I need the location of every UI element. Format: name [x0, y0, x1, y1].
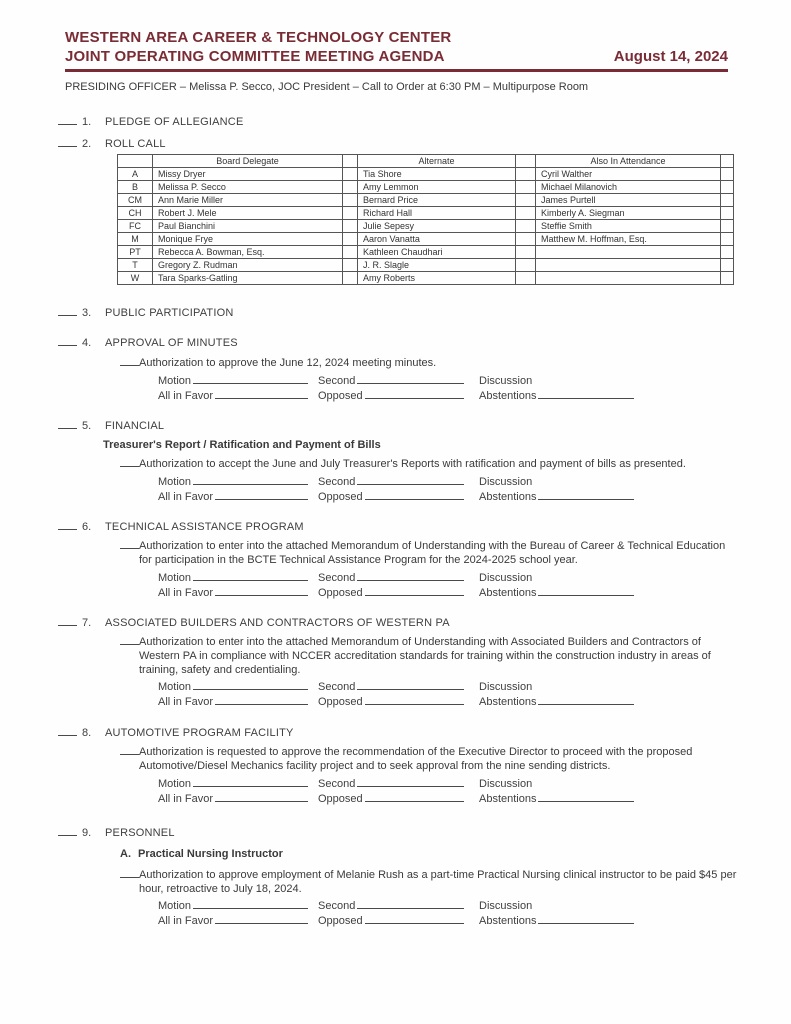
- all-in-favor-label: All in Favor: [158, 390, 214, 402]
- delegate-name: Ann Marie Miller: [153, 194, 343, 207]
- item-heading: [58, 826, 728, 839]
- discussion-label: Discussion: [479, 375, 533, 387]
- all-in-favor-field: [158, 914, 308, 927]
- authorization-text: Authorization to approve employment of Melanie Rush as a part-time Practical Nursing clinical instructor to be paid $45 per hour, retroactive to July 18, 2024.: [139, 869, 737, 895]
- spacer-cell: [516, 168, 536, 181]
- item-title: APPROVAL OF MINUTES: [105, 337, 238, 349]
- checkoff-blank-line: [120, 745, 139, 755]
- all-in-favor-field: [158, 695, 308, 708]
- opposed-field: [318, 914, 464, 927]
- table-row: [118, 181, 734, 194]
- checkoff-blank-line: [58, 520, 77, 530]
- abstentions-field: [479, 490, 634, 503]
- document-title: JOINT OPERATING COMMITTEE MEETING AGENDA: [65, 48, 445, 65]
- district-code: A: [118, 168, 153, 181]
- all-in-favor-blank-line: [215, 914, 308, 924]
- table-row: [118, 233, 734, 246]
- alternate-name: Aaron Vanatta: [358, 233, 516, 246]
- authorization-paragraph: [139, 457, 739, 471]
- motion-field: [158, 475, 308, 488]
- checkoff-blank-line: [58, 137, 77, 147]
- delegate-name: Robert J. Mele: [153, 207, 343, 220]
- checkoff-blank-line: [58, 306, 77, 316]
- edge-cell: [721, 259, 734, 272]
- second-label: Second: [318, 900, 356, 912]
- district-code: CH: [118, 207, 153, 220]
- spacer-cell: [516, 181, 536, 194]
- all-in-favor-label: All in Favor: [158, 915, 214, 927]
- edge-cell: [721, 233, 734, 246]
- opposed-field: [318, 490, 464, 503]
- abstentions-blank-line: [538, 695, 634, 705]
- header-cell-delegate: Board Delegate: [153, 155, 343, 168]
- all-in-favor-label: All in Favor: [158, 491, 214, 503]
- discussion-label: Discussion: [479, 778, 533, 790]
- all-in-favor-field: [158, 490, 308, 503]
- table-row: [118, 272, 734, 285]
- delegate-name: Tara Sparks-Gatling: [153, 272, 343, 285]
- discussion-label: Discussion: [479, 572, 533, 584]
- abstentions-label: Abstentions: [479, 915, 537, 927]
- all-in-favor-blank-line: [215, 792, 308, 802]
- opposed-label: Opposed: [318, 491, 363, 503]
- spacer-cell: [516, 220, 536, 233]
- vote-row: [158, 389, 728, 404]
- second-field: [318, 571, 464, 584]
- alternate-name: Amy Roberts: [358, 272, 516, 285]
- all-in-favor-label: All in Favor: [158, 587, 214, 599]
- motion-vote-block: [158, 899, 728, 929]
- motion-row: [158, 680, 728, 695]
- checkoff-blank-line: [58, 616, 77, 626]
- spacer-cell: [343, 220, 358, 233]
- all-in-favor-label: All in Favor: [158, 793, 214, 805]
- item-heading: [58, 137, 728, 150]
- delegate-name: Paul Bianchini: [153, 220, 343, 233]
- motion-blank-line: [193, 571, 308, 581]
- spacer-cell: [516, 194, 536, 207]
- abstentions-field: [479, 792, 634, 805]
- second-label: Second: [318, 681, 356, 693]
- second-field: [318, 680, 464, 693]
- alternate-name: Richard Hall: [358, 207, 516, 220]
- authorization-text: Authorization to approve the June 12, 2024 meeting minutes.: [139, 357, 437, 369]
- second-label: Second: [318, 375, 356, 387]
- second-blank-line: [357, 374, 464, 384]
- item-heading: [58, 115, 728, 128]
- authorization-text: Authorization is requested to approve the recommendation of the Executive Director to proceed with the proposed Automotive/Diesel Mechanics facility project and to seek approval from the nine sending districts.: [139, 746, 693, 772]
- discussion-field: [479, 476, 634, 488]
- delegate-name: Missy Dryer: [153, 168, 343, 181]
- table-row: [118, 259, 734, 272]
- second-field: [318, 777, 464, 790]
- authorization-paragraph: [139, 539, 739, 567]
- spacer-cell: [343, 207, 358, 220]
- item-number: 3.: [82, 307, 92, 319]
- motion-row: [158, 475, 728, 490]
- item-title: PERSONNEL: [105, 827, 175, 839]
- agenda-item-8: [58, 726, 728, 807]
- header-cell-spacer: [343, 155, 358, 168]
- second-label: Second: [318, 476, 356, 488]
- abstentions-blank-line: [538, 792, 634, 802]
- edge-cell: [721, 194, 734, 207]
- abstentions-label: Abstentions: [479, 587, 537, 599]
- abstentions-label: Abstentions: [479, 491, 537, 503]
- all-in-favor-blank-line: [215, 490, 308, 500]
- abstentions-blank-line: [538, 490, 634, 500]
- district-code: PT: [118, 246, 153, 259]
- delegate-name: Rebecca A. Bowman, Esq.: [153, 246, 343, 259]
- all-in-favor-blank-line: [215, 389, 308, 399]
- opposed-label: Opposed: [318, 915, 363, 927]
- motion-vote-block: [158, 475, 728, 505]
- abstentions-field: [479, 914, 634, 927]
- edge-cell: [721, 207, 734, 220]
- alternate-name: J. R. Slagle: [358, 259, 516, 272]
- abstentions-label: Abstentions: [479, 390, 537, 402]
- motion-label: Motion: [158, 681, 192, 693]
- document-title-row: [65, 47, 728, 66]
- item-number: 6.: [82, 521, 92, 533]
- authorization-paragraph: [139, 745, 739, 773]
- agenda-item-6: [58, 520, 728, 601]
- roll-call-table: [117, 154, 734, 285]
- vote-row: [158, 792, 728, 807]
- agenda-item-2: [58, 137, 728, 285]
- vote-row: [158, 914, 728, 929]
- abstentions-blank-line: [538, 586, 634, 596]
- item-title: ASSOCIATED BUILDERS AND CONTRACTORS OF WESTERN PA: [105, 617, 450, 629]
- item-number: 7.: [82, 617, 92, 629]
- motion-row: [158, 899, 728, 914]
- alternate-name: Julie Sepesy: [358, 220, 516, 233]
- second-field: [318, 475, 464, 488]
- checkoff-blank-line: [120, 868, 139, 878]
- second-blank-line: [357, 571, 464, 581]
- attendance-name: [536, 246, 721, 259]
- header-cell-spacer: [516, 155, 536, 168]
- spacer-cell: [343, 272, 358, 285]
- district-code: T: [118, 259, 153, 272]
- treasurers-report-subheading: Treasurer's Report / Ratification and Payment of Bills: [103, 439, 381, 451]
- delegate-name: Gregory Z. Rudman: [153, 259, 343, 272]
- opposed-field: [318, 792, 464, 805]
- spacer-cell: [343, 181, 358, 194]
- opposed-label: Opposed: [318, 587, 363, 599]
- item-title: AUTOMOTIVE PROGRAM FACILITY: [105, 727, 294, 739]
- opposed-field: [318, 389, 464, 402]
- second-blank-line: [357, 899, 464, 909]
- attendance-name: James Purtell: [536, 194, 721, 207]
- authorization-paragraph: [139, 635, 739, 677]
- discussion-field: [479, 778, 634, 790]
- alternate-name: Kathleen Chaudhari: [358, 246, 516, 259]
- spacer-cell: [343, 233, 358, 246]
- abstentions-label: Abstentions: [479, 696, 537, 708]
- vote-row: [158, 490, 728, 505]
- second-field: [318, 374, 464, 387]
- motion-row: [158, 777, 728, 792]
- meeting-date: August 14, 2024: [613, 48, 728, 65]
- motion-field: [158, 571, 308, 584]
- header-cell-code: [118, 155, 153, 168]
- district-code: B: [118, 181, 153, 194]
- motion-label: Motion: [158, 572, 192, 584]
- item-number: 9.: [82, 827, 92, 839]
- header-cell-alternate: Alternate: [358, 155, 516, 168]
- authorization-paragraph: [139, 868, 739, 896]
- table-row: [118, 220, 734, 233]
- item-number: 1.: [82, 116, 92, 128]
- item-title: TECHNICAL ASSISTANCE PROGRAM: [105, 521, 304, 533]
- abstentions-field: [479, 389, 634, 402]
- attendance-name: Cyril Walther: [536, 168, 721, 181]
- document-header: [58, 28, 728, 93]
- all-in-favor-label: All in Favor: [158, 696, 214, 708]
- discussion-field: [479, 572, 634, 584]
- item-number: 4.: [82, 337, 92, 349]
- opposed-blank-line: [365, 695, 464, 705]
- motion-field: [158, 899, 308, 912]
- checkoff-blank-line: [120, 635, 139, 645]
- item-number: 2.: [82, 138, 92, 150]
- abstentions-field: [479, 586, 634, 599]
- motion-label: Motion: [158, 476, 192, 488]
- spacer-cell: [516, 207, 536, 220]
- attendance-name: [536, 259, 721, 272]
- item-heading: [58, 520, 728, 533]
- attendance-name: Michael Milanovich: [536, 181, 721, 194]
- spacer-cell: [516, 272, 536, 285]
- item-title: PLEDGE OF ALLEGIANCE: [105, 116, 244, 128]
- second-label: Second: [318, 778, 356, 790]
- opposed-field: [318, 586, 464, 599]
- motion-row: [158, 571, 728, 586]
- motion-blank-line: [193, 777, 308, 787]
- item-heading: [58, 336, 728, 349]
- header-rule: [65, 69, 728, 72]
- edge-cell: [721, 168, 734, 181]
- motion-row: [158, 374, 728, 389]
- delegate-name: Monique Frye: [153, 233, 343, 246]
- second-blank-line: [357, 777, 464, 787]
- agenda-item-5: [58, 419, 728, 505]
- agenda-item-4: [58, 336, 728, 404]
- motion-blank-line: [193, 374, 308, 384]
- checkoff-blank-line: [120, 539, 139, 549]
- opposed-blank-line: [365, 792, 464, 802]
- opposed-label: Opposed: [318, 390, 363, 402]
- abstentions-label: Abstentions: [479, 793, 537, 805]
- abstentions-blank-line: [538, 914, 634, 924]
- alternate-name: Bernard Price: [358, 194, 516, 207]
- agenda-item-9: [58, 826, 737, 929]
- motion-field: [158, 374, 308, 387]
- item-title: ROLL CALL: [105, 138, 166, 150]
- checkoff-blank-line: [58, 826, 77, 836]
- table-row: [118, 207, 734, 220]
- second-blank-line: [357, 680, 464, 690]
- discussion-field: [479, 681, 634, 693]
- checkoff-blank-line: [58, 336, 77, 346]
- spacer-cell: [516, 233, 536, 246]
- discussion-label: Discussion: [479, 681, 533, 693]
- spacer-cell: [343, 246, 358, 259]
- motion-vote-block: [158, 571, 728, 601]
- table-header-row: [118, 155, 734, 168]
- vote-row: [158, 586, 728, 601]
- all-in-favor-field: [158, 792, 308, 805]
- discussion-field: [479, 900, 634, 912]
- item-heading: [58, 726, 728, 739]
- opposed-blank-line: [365, 914, 464, 924]
- attendance-name: Kimberly A. Siegman: [536, 207, 721, 220]
- checkoff-blank-line: [120, 457, 139, 467]
- spacer-cell: [343, 168, 358, 181]
- spacer-cell: [516, 259, 536, 272]
- spacer-cell: [516, 246, 536, 259]
- second-label: Second: [318, 572, 356, 584]
- opposed-field: [318, 695, 464, 708]
- checkoff-blank-line: [58, 115, 77, 125]
- header-cell-attendance: Also In Attendance: [536, 155, 721, 168]
- motion-blank-line: [193, 899, 308, 909]
- all-in-favor-blank-line: [215, 695, 308, 705]
- all-in-favor-blank-line: [215, 586, 308, 596]
- opposed-label: Opposed: [318, 696, 363, 708]
- attendance-name: Steffie Smith: [536, 220, 721, 233]
- motion-blank-line: [193, 680, 308, 690]
- table-row: [118, 194, 734, 207]
- motion-vote-block: [158, 680, 728, 710]
- opposed-blank-line: [365, 490, 464, 500]
- motion-field: [158, 777, 308, 790]
- presiding-officer-line: PRESIDING OFFICER – Melissa P. Secco, JOC President – Call to Order at 6:30 PM – Multipurpose Room: [65, 81, 589, 93]
- authorization-text: Authorization to enter into the attached Memorandum of Understanding with Associated Builders and Contractors of Western PA in compliance with NCCER accreditation standards for training within the construction industry in areas of training, safety and credentialing.: [139, 636, 711, 676]
- authorization-text: Authorization to accept the June and July Treasurer's Reports with ratification and payment of bills as presented.: [139, 458, 686, 470]
- district-code: CM: [118, 194, 153, 207]
- motion-label: Motion: [158, 900, 192, 912]
- motion-blank-line: [193, 475, 308, 485]
- subitem-letter: A.: [120, 848, 131, 860]
- organization-title: WESTERN AREA CAREER & TECHNOLOGY CENTER: [65, 29, 452, 46]
- discussion-field: [479, 375, 634, 387]
- authorization-paragraph: [139, 356, 739, 370]
- second-blank-line: [357, 475, 464, 485]
- personnel-subitem-heading: [120, 848, 728, 860]
- attendance-name: [536, 272, 721, 285]
- abstentions-field: [479, 695, 634, 708]
- second-field: [318, 899, 464, 912]
- district-code: FC: [118, 220, 153, 233]
- attendance-name: Matthew M. Hoffman, Esq.: [536, 233, 721, 246]
- checkoff-blank-line: [120, 356, 139, 366]
- subitem-title: Practical Nursing Instructor: [138, 848, 283, 860]
- alternate-name: Tia Shore: [358, 168, 516, 181]
- spacer-cell: [343, 194, 358, 207]
- item-title: FINANCIAL: [105, 420, 165, 432]
- item-title: PUBLIC PARTICIPATION: [105, 307, 234, 319]
- all-in-favor-field: [158, 586, 308, 599]
- spacer-cell: [343, 259, 358, 272]
- motion-vote-block: [158, 777, 728, 807]
- opposed-label: Opposed: [318, 793, 363, 805]
- opposed-blank-line: [365, 389, 464, 399]
- item-number: 5.: [82, 420, 92, 432]
- motion-label: Motion: [158, 375, 192, 387]
- header-cell-edge: [721, 155, 734, 168]
- motion-vote-block: [158, 374, 728, 404]
- item-heading: [58, 419, 728, 432]
- agenda-item-1: [58, 115, 728, 128]
- discussion-label: Discussion: [479, 900, 533, 912]
- abstentions-blank-line: [538, 389, 634, 399]
- delegate-name: Melissa P. Secco: [153, 181, 343, 194]
- vote-row: [158, 695, 728, 710]
- edge-cell: [721, 181, 734, 194]
- edge-cell: [721, 220, 734, 233]
- agenda-item-3: [58, 306, 728, 319]
- item-number: 8.: [82, 727, 92, 739]
- district-code: M: [118, 233, 153, 246]
- district-code: W: [118, 272, 153, 285]
- checkoff-blank-line: [58, 726, 77, 736]
- table-row: [118, 246, 734, 259]
- agenda-item-7: [58, 616, 728, 710]
- item-heading: [58, 306, 728, 319]
- motion-field: [158, 680, 308, 693]
- authorization-text: Authorization to enter into the attached Memorandum of Understanding with the Bureau of Career & Technical Education for participation in the BCTE Technical Assistance Program for the 2024-2025 school year.: [139, 540, 726, 566]
- item-heading: [58, 616, 728, 629]
- opposed-blank-line: [365, 586, 464, 596]
- motion-label: Motion: [158, 778, 192, 790]
- checkoff-blank-line: [58, 419, 77, 429]
- edge-cell: [721, 272, 734, 285]
- all-in-favor-field: [158, 389, 308, 402]
- alternate-name: Amy Lemmon: [358, 181, 516, 194]
- discussion-label: Discussion: [479, 476, 533, 488]
- edge-cell: [721, 246, 734, 259]
- table-row: [118, 168, 734, 181]
